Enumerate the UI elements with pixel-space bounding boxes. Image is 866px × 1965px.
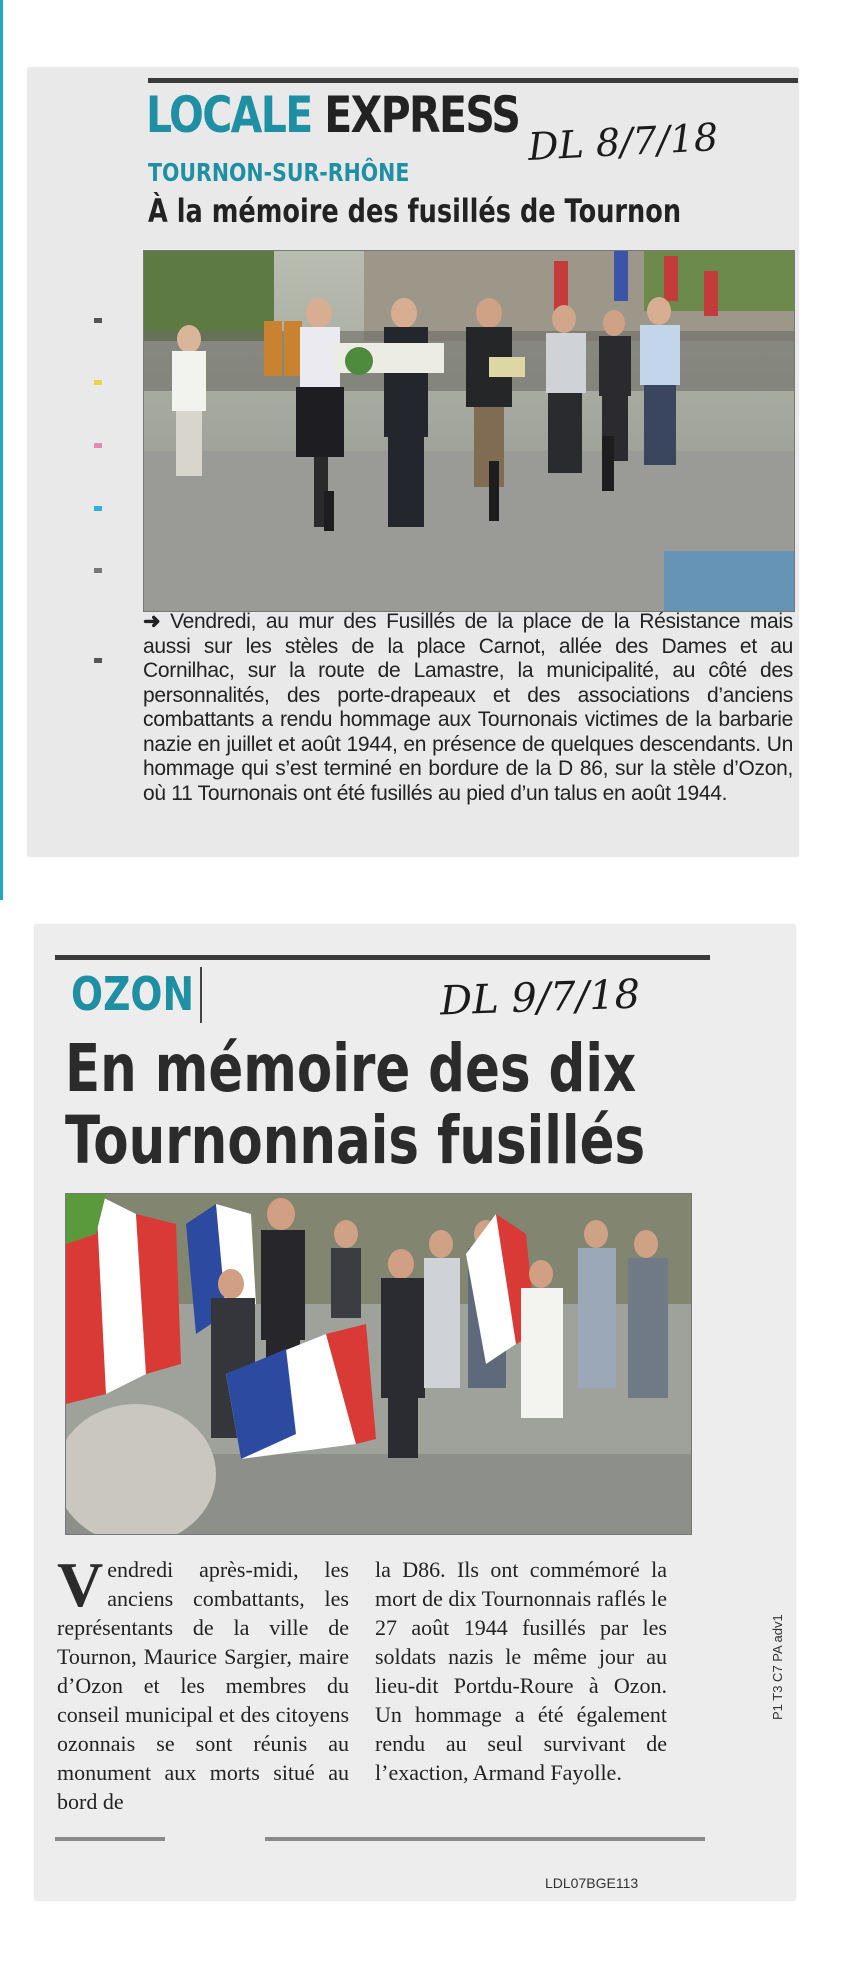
article-title: À la mémoire des fusillés de Tournon <box>148 192 682 230</box>
drop-cap: V <box>57 1549 104 1620</box>
header-separator <box>200 967 202 1023</box>
section-header-express: EXPRESS <box>324 86 520 144</box>
registration-mark <box>94 506 102 511</box>
article-town: OZON <box>71 967 195 1021</box>
handwritten-date-note: DL 9/7/18 <box>439 971 641 1025</box>
registration-mark <box>94 318 102 323</box>
section-header-locale: LOCALE <box>146 86 312 144</box>
caption-text: Vendredi, au mur des Fusillés de la place de la Résistance mais aussi sur les stèles de la place Carnot, allée des Dames et au Cornilhac, sur la route de Lamastre, la municipalité, au côté des personnalités, des porte-drapeaux et des associations d’anciens combattants a rendu hommage aux Tournonais victimes de la barbarie nazie en juillet et août 1944, en présence de quelques descendants. Un hommage qui s’est terminé en bordure de la D 86, sur la stèle d’Ozon, où 11 Tournonais ont été fusillés au pied d’un talus en août 1944. <box>143 610 793 805</box>
article-column-2 <box>375 1555 667 1787</box>
footer-code: LDL07BGE113 <box>545 1875 639 1891</box>
left-edge-rule <box>0 0 3 900</box>
bottom-rule <box>265 1837 705 1841</box>
bottom-rule <box>55 1837 165 1841</box>
title-line-1: En mémoire des dix <box>65 1030 637 1107</box>
clipping-locale-express <box>28 68 798 856</box>
registration-mark <box>94 658 102 663</box>
title-line-2: Tournonnais fusillés <box>65 1102 646 1179</box>
section-header <box>146 86 520 144</box>
column-2-text: la D86. Ils ont commémoré la mort de dix Tournonnais raflés le 27 août 1944 fusillés par les soldats nazis le même jour au lieu-dit Portdu-Roure à Ozon. Un hommage a été également rendu au seul survivant de l’exaction, Armand Fayolle. <box>375 1557 667 1785</box>
photo-caption <box>143 610 793 806</box>
article-column-1 <box>57 1549 349 1816</box>
ceremony-photo <box>143 250 795 612</box>
column-1-text: endredi après-midi, les anciens combattants, les représentants de la ville de Tournon, Maurice Sargier, maire d’Ozon et les membres du conseil municipal et des citoyens ozonnais se sont réunis au monument aux morts situé au bord de <box>57 1557 349 1814</box>
registration-mark <box>94 568 102 573</box>
monument-photo <box>65 1193 692 1535</box>
article-town: TOURNON-SUR-RHÔNE <box>148 158 410 187</box>
top-rule <box>55 955 710 960</box>
top-rule <box>148 78 798 83</box>
arrow-icon: ➜ <box>143 610 171 633</box>
article-title <box>65 1030 646 1179</box>
registration-mark <box>94 443 102 448</box>
print-side-code: P1 T3 C7 PA adv1 <box>770 1614 785 1720</box>
handwritten-date-note: DL 8/7/18 <box>526 115 720 169</box>
clipping-ozon <box>35 925 795 1900</box>
registration-mark <box>94 380 102 385</box>
